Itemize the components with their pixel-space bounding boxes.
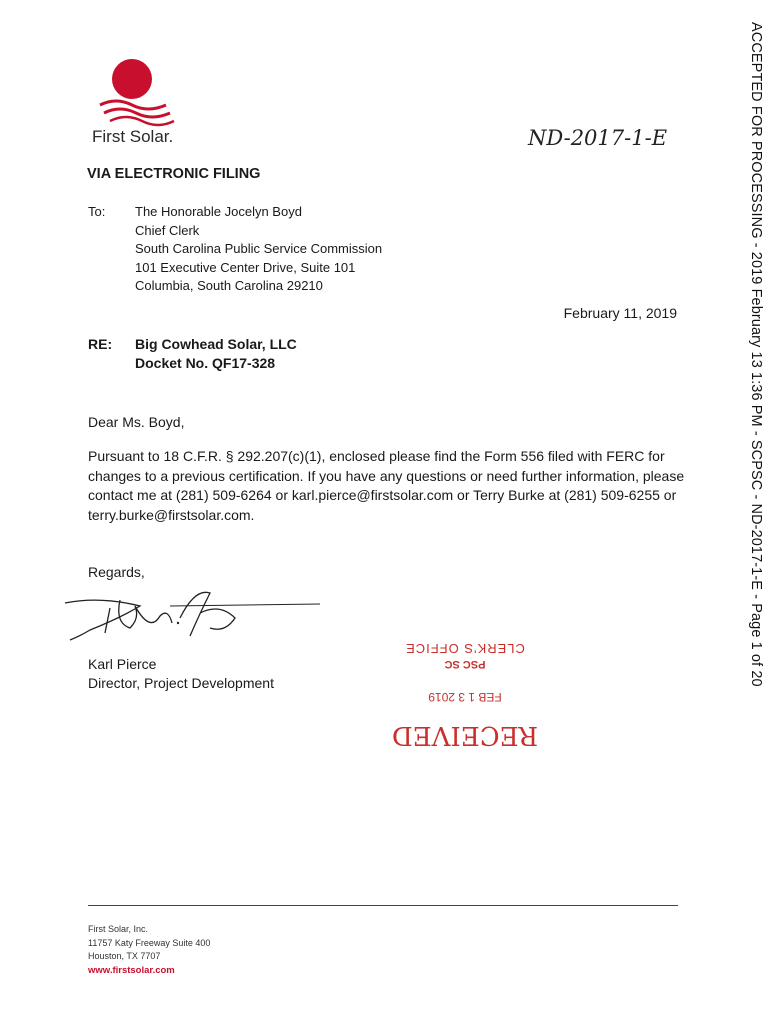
closing: Regards, [88,564,145,580]
recipient-line: South Carolina Public Service Commission [135,241,383,256]
footer-address-line: Houston, TX 7707 [88,951,161,961]
salutation: Dear Ms. Boyd, [88,414,185,430]
side-banner [734,0,764,1024]
recipient-line: Chief Clerk [135,222,200,238]
stamp-office: CLERK'S OFFICE [405,641,525,656]
re-subject [135,335,297,373]
signature [60,578,320,648]
signer-name: Karl Pierce [88,656,157,672]
recipient-address [135,203,382,296]
received-stamp [380,620,550,760]
recipient-line: The Honorable Jocelyn Boyd [135,204,302,219]
re-label: RE: [88,336,113,352]
re-line: Big Cowhead Solar, LLC [135,336,297,352]
footer-address-line: 11757 Katy Freeway Suite 400 [88,937,211,948]
to-label: To: [88,204,106,219]
footer-company: First Solar, Inc. [88,924,149,934]
recipient-line: 101 Executive Center Drive, Suite 101 [135,259,356,275]
filing-heading: VIA ELECTRONIC FILING [87,166,261,182]
stamp-agency: PSC SC [444,658,486,670]
signer-block [88,655,274,693]
letter-date: February 11, 2019 [563,305,677,321]
acceptance-banner-text: ACCEPTED FOR PROCESSING - 2019 February 13 1:36 PM - SCPSC - ND-2017-1-E - Page 1 of 20 [748,22,764,687]
company-name: First Solar. [92,127,174,146]
footer-website-link[interactable]: www.firstsolar.com [88,964,175,976]
stamp-date: FEB 1 3 2019 [428,690,502,704]
stamp-received: RECEIVED [391,720,539,750]
signer-title: Director, Project Development [88,675,274,691]
letter-body: Pursuant to 18 C.F.R. § 292.207(c)(1), enclosed please find the Form 556 filed with FERC for changes to a previous certification. If you have any questions or need further information, please contact me at (281) 509-6264 or karl.pierce@firstsolar.com or Terry Burke at (281) 509-6255 or terry.burke@firstsolar.com. [88,448,685,523]
footer-address [88,923,210,977]
footer-divider [88,905,678,906]
handwritten-docket-reference: ND-2017-1-E [528,126,668,150]
re-line: Docket No. QF17-328 [135,355,276,371]
recipient-line: Columbia, South Carolina 29210 [135,278,323,293]
